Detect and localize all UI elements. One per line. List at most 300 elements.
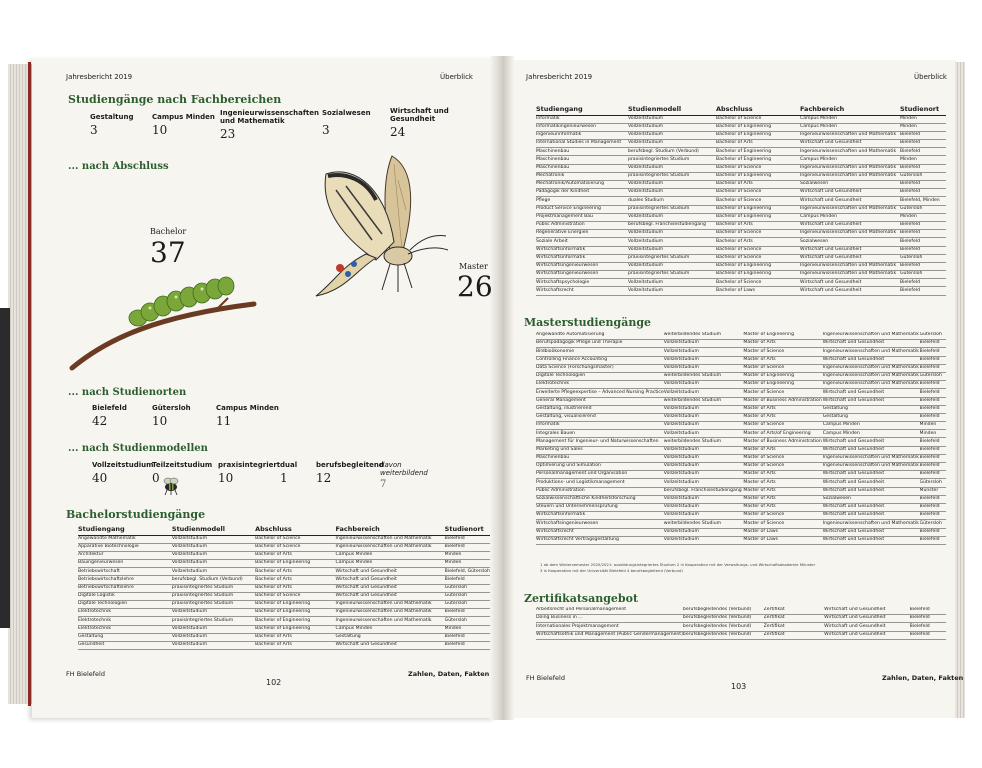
table-cell: Wirtschaftsingenieurwesen — [536, 520, 664, 528]
table-cell: Wirtschaft und Gesundheit — [823, 446, 920, 454]
col-header-studiengang: Studiengang — [536, 106, 628, 115]
table-cell: Vollzeitstudium — [664, 413, 744, 421]
table-cell: Minden — [900, 123, 946, 131]
table-cell: Maschinenbau — [536, 156, 628, 164]
table-cell: Bachelor of Science — [716, 164, 800, 172]
table-cell: Master of Engineering — [743, 332, 822, 340]
col-header-fachbereich: Fachbereich — [335, 526, 444, 535]
table-row — [536, 520, 946, 528]
table-cell: weiterbildendes Studium — [664, 332, 744, 340]
table-cell: Vollzeitstudium — [628, 164, 716, 172]
table-cell: Informatikingenieurwesen — [536, 123, 628, 131]
table-cell: Wirtschaft und Gesundheit — [335, 576, 444, 584]
table-cell: Vollzeitstudium — [172, 625, 255, 633]
table-cell: Vollzeitstudium — [664, 356, 744, 364]
master-table — [536, 332, 946, 545]
table-cell: Wirtschaft und Gesundheit — [823, 528, 920, 536]
table-cell: praxisintegriertes Studium — [628, 205, 716, 213]
table-row — [536, 213, 946, 221]
bee-icon — [160, 476, 182, 496]
table-cell: Wirtschaft und Gesundheit — [800, 254, 900, 262]
table-cell: Bielefeld — [920, 340, 946, 348]
table-cell: Ingenieurwissenschaften und Mathematik — [800, 148, 900, 156]
table-cell: Bielefeld — [920, 503, 946, 511]
table-cell: Vollzeitstudium — [172, 560, 255, 568]
right-header-section: Überblick — [914, 73, 947, 81]
master-label: Master — [459, 262, 488, 271]
table-cell: Wirtschaft und Gesundheit — [823, 512, 920, 520]
book-page-edges-right — [955, 62, 965, 718]
table-cell: berufsbegleitendes (Verbund) — [683, 615, 764, 623]
table-cell: Personalmanagement und Organisation — [536, 471, 664, 479]
table-cell: praxisintegriertes Studium — [628, 172, 716, 180]
table-cell: Bachelor of Science — [716, 246, 800, 254]
table-row — [536, 181, 946, 189]
table-cell: Bielefeld, Gütersloh — [445, 568, 490, 576]
table-cell: Bielefeld — [920, 413, 946, 421]
table-row — [536, 148, 946, 156]
table-cell: Wirtschaft und Gesundheit — [823, 438, 920, 446]
table-cell: Vollzeitstudium — [172, 535, 255, 543]
table-cell: Ingenieurwissenschaften und Mathematik — [823, 454, 920, 462]
table-row — [78, 617, 490, 625]
table-cell: Bachelor of Engineering — [255, 609, 335, 617]
table-cell: Bachelor of Engineering — [716, 172, 800, 180]
table-cell: Bielefeld — [910, 623, 946, 631]
table-row — [536, 230, 946, 238]
table-cell: Master of Science — [743, 463, 822, 471]
table-row — [536, 254, 946, 262]
table-cell: Betriebswirtschaftslehre — [78, 584, 172, 592]
table-row — [536, 205, 946, 213]
table-cell: Wirtschaft und Gesundheit — [823, 503, 920, 511]
table-cell: Bielefeld — [445, 535, 490, 543]
stat-campus-minden: Campus Minden 10 — [152, 113, 215, 137]
table-cell: Bielefeld — [900, 140, 946, 148]
table-cell: Wirtschaft und Gesundheit — [335, 584, 444, 592]
table-row — [536, 340, 946, 348]
table-cell: Vollzeitstudium — [664, 430, 744, 438]
table-row — [78, 592, 490, 600]
table-cell: Wirtschaftspsychologie — [536, 279, 628, 287]
table-cell: Informatik — [536, 115, 628, 123]
table-row — [536, 463, 946, 471]
table-cell: Vollzeitstudium — [628, 123, 716, 131]
table-cell: Campus Minden — [800, 156, 900, 164]
table-cell: Gütersloh — [445, 617, 490, 625]
bachelor-label: Bachelor — [150, 227, 187, 236]
table-cell: Bachelor of Engineering — [716, 262, 800, 270]
table-cell: Public Administration — [536, 487, 664, 495]
table-cell: Bielefeld — [900, 262, 946, 270]
table-cell: Master of Arts — [743, 495, 822, 503]
table-cell: Bielefeld — [445, 641, 490, 649]
table-cell: Optimierung und Simulation — [536, 463, 664, 471]
right-footer-section: Zahlen, Daten, Fakten — [882, 674, 964, 682]
stat-ingenieurwissenschaften: Ingenieurwissenschaften und Mathematik 23 — [220, 109, 319, 141]
table-cell: Bielefeld — [910, 615, 946, 623]
table-cell: Gütersloh — [900, 254, 946, 262]
table-cell: Campus Minden — [800, 213, 900, 221]
table-row — [536, 271, 946, 279]
table-cell: Pädagogik der Kindheit — [536, 189, 628, 197]
table-cell: Master of Science — [743, 364, 822, 372]
table-cell: Ingenieurwissenschaften und Mathematik — [800, 205, 900, 213]
table-row — [78, 633, 490, 641]
table-row — [536, 487, 946, 495]
table-cell: Doing Business in ... — [536, 615, 683, 623]
table-row — [536, 413, 946, 421]
table-cell: Berufspädagogik Pflege und Therapie — [536, 340, 664, 348]
table-cell: Bielefeld — [920, 446, 946, 454]
table-cell: Bielefeld — [920, 397, 946, 405]
right-page-number: 103 — [731, 682, 747, 691]
table-cell: Ingenieurwissenschaften und Mathematik — [335, 609, 444, 617]
left-header-section: Überblick — [440, 73, 473, 81]
col-header-abschluss: Abschluss — [716, 106, 800, 115]
table-cell: Master of Arts — [743, 487, 822, 495]
table-cell: Bielefeld — [900, 221, 946, 229]
table-row — [536, 131, 946, 139]
table-cell: Betriebswirtschaft — [78, 568, 172, 576]
col-header-studienort: Studienort — [900, 106, 946, 115]
stat-dual: dual 1 — [280, 461, 298, 485]
table-row — [536, 405, 946, 413]
table-cell: Bachelor of Laws — [716, 287, 800, 295]
table-cell: Vollzeitstudium — [628, 230, 716, 238]
table-row — [536, 495, 946, 503]
table-cell: Arbeitsrecht und Personalmanagement — [536, 607, 683, 615]
table-cell: Minden — [920, 430, 946, 438]
table-cell: Ingenieurinformatik — [536, 131, 628, 139]
table-cell: Informatik — [536, 422, 664, 430]
table-cell: Bachelor of Science — [255, 543, 335, 551]
table-cell: weiterbildendes Studium — [664, 438, 744, 446]
table-cell: Wirtschaftsingenieurwesen — [536, 271, 628, 279]
table-cell: Product Service Engineering — [536, 205, 628, 213]
table-cell: Wirtschaft und Gesundheit — [823, 536, 920, 544]
table-cell: Wirtschaftsrecht — [536, 528, 664, 536]
fachbereiche-title: Studiengänge nach Fachbereichen — [68, 93, 282, 106]
table-cell: Ingenieurwissenschaften und Mathematik — [823, 348, 920, 356]
table-cell: Elektrotechnik — [536, 381, 664, 389]
table-row — [536, 397, 946, 405]
table-row — [78, 576, 490, 584]
table-cell: Gestaltung — [335, 633, 444, 641]
red-page-edge — [28, 62, 31, 706]
table-cell: praxisintegriertes Studium — [628, 156, 716, 164]
table-cell: Gütersloh — [445, 592, 490, 600]
table-cell: Ingenieurwissenschaften und Mathematik — [823, 381, 920, 389]
table-cell: Wirtschaft und Gesundheit — [800, 246, 900, 254]
table-cell: praxisintegriertes Studium — [172, 617, 255, 625]
table-row — [536, 246, 946, 254]
table-cell: Architektur — [78, 551, 172, 559]
table-cell: Bielefeld — [445, 576, 490, 584]
table-cell: Vollzeitstudium — [664, 528, 744, 536]
table-cell: General Management — [536, 397, 664, 405]
table-cell: Apparative Biotechnologie — [78, 543, 172, 551]
table-cell: Vollzeitstudium — [628, 287, 716, 295]
table-cell: Bielefeld — [910, 607, 946, 615]
table-cell: Wirtschaftsinformatik — [536, 246, 628, 254]
table-row — [536, 389, 946, 397]
table-cell: Bachelor of Engineering — [716, 213, 800, 221]
stat-guetersloh: Gütersloh 10 — [152, 404, 191, 428]
table-cell: Master of Science — [743, 520, 822, 528]
table-row — [536, 615, 946, 623]
table-cell: Vollzeitstudium — [628, 115, 716, 123]
table-cell: Public Administration — [536, 221, 628, 229]
table-cell: Wirtschaft und Gesundheit — [800, 140, 900, 148]
table-cell: Wirtschaft und Gesundheit — [823, 487, 920, 495]
col-header-studienort: Studienort — [445, 526, 490, 535]
table-cell: praxisintegriertes Studium — [172, 601, 255, 609]
table-cell: Bachelor of Engineering — [255, 617, 335, 625]
table-cell: Vollzeitstudium — [172, 609, 255, 617]
book-cover-edge — [0, 308, 10, 628]
table-cell: weiterbildendes Studium — [664, 372, 744, 380]
table-cell: Betriebswirtschaftslehre — [78, 576, 172, 584]
table-cell: Vollzeitstudium — [172, 568, 255, 576]
table-cell: Vollzeitstudium — [628, 213, 716, 221]
table-cell: Bielefeld — [920, 528, 946, 536]
table-cell: Bachelor of Engineering — [255, 625, 335, 633]
table-cell: Vollzeitstudium — [172, 641, 255, 649]
table-cell: Wirtschaft und Gesundheit — [800, 221, 900, 229]
table-row — [536, 471, 946, 479]
table-cell: Wirtschaft und Gesundheit — [824, 607, 910, 615]
master-value: 26 — [457, 270, 493, 303]
table-cell: Data Science (Forschungsmaster) — [536, 364, 664, 372]
table-cell: Regenerative Energien — [536, 230, 628, 238]
table-cell: Erweiterte Pflegeexpertise – Advanced Nursing Practice — [536, 389, 664, 397]
table-row — [536, 332, 946, 340]
table-row — [536, 631, 946, 639]
table-cell: Minden — [445, 551, 490, 559]
table-cell: Wirtschaft und Gesundheit — [800, 189, 900, 197]
table-cell: Master of Arts — [743, 356, 822, 364]
table-cell: Master of Engineering — [743, 372, 822, 380]
table-cell: Bauingenieurwesen — [78, 560, 172, 568]
table-cell: Wirtschaftsinformatik — [536, 512, 664, 520]
table-cell: praxisintegriertes Studium — [172, 584, 255, 592]
table-cell: Minden — [900, 115, 946, 123]
table-cell: Bielefeld — [920, 512, 946, 520]
zertifikat-title: Zertifikatsangebot — [524, 592, 639, 605]
table-cell: Bachelor of Arts — [255, 551, 335, 559]
table-row — [536, 503, 946, 511]
table-row — [536, 528, 946, 536]
stat-weiterbildend: davon weiterbildend 7 — [380, 461, 428, 490]
table-cell: Bielefeld — [920, 536, 946, 544]
table-cell: berufsbegl. Franchisestudiengang — [628, 221, 716, 229]
table-cell: Ingenieurwissenschaften und Mathematik — [800, 262, 900, 270]
table-cell: Bielefeld — [900, 164, 946, 172]
table-cell: Vollzeitstudium — [664, 471, 744, 479]
table-cell: Zertifikat — [764, 623, 824, 631]
table-cell: Vollzeitstudium — [628, 131, 716, 139]
table-row — [78, 535, 490, 543]
table-cell: Wirtschaft und Gesundheit — [823, 340, 920, 348]
table-row — [536, 164, 946, 172]
table-cell: Bielefeld — [900, 131, 946, 139]
table-row — [536, 140, 946, 148]
table-cell: Bielefeld — [445, 633, 490, 641]
table-cell: Vollzeitstudium — [664, 364, 744, 372]
table-row — [78, 551, 490, 559]
table-cell: Bachelor of Arts — [255, 633, 335, 641]
table-cell: Bildbioökonomie — [536, 348, 664, 356]
table-cell: Gütersloh — [445, 584, 490, 592]
table-cell: Bielefeld — [910, 631, 946, 639]
table-row — [78, 560, 490, 568]
table-cell: Gütersloh — [900, 271, 946, 279]
table-cell: Bielefeld — [920, 348, 946, 356]
table-row — [536, 156, 946, 164]
modelle-title: ... nach Studienmodellen — [68, 443, 208, 454]
table-cell: Bielefeld — [900, 189, 946, 197]
table-cell: Campus Minden — [335, 560, 444, 568]
table-cell: Campus Minden — [800, 123, 900, 131]
table-cell: Vollzeitstudium — [628, 246, 716, 254]
table-cell: Master of Arts — [743, 471, 822, 479]
table-cell: Sozialwesen — [800, 238, 900, 246]
table-row — [536, 454, 946, 462]
book-gutter — [490, 56, 514, 720]
table-row — [78, 625, 490, 633]
table-cell: Master of Science — [743, 512, 822, 520]
table-row — [78, 641, 490, 649]
table-cell: Bachelor of Arts — [716, 221, 800, 229]
table-cell: Vollzeitstudium — [172, 551, 255, 559]
table-cell: Bachelor of Arts — [255, 641, 335, 649]
table-cell: Vollzeitstudium — [664, 512, 744, 520]
table-row — [536, 446, 946, 454]
table-cell: Zertifikat — [764, 615, 824, 623]
table-cell: Wirtschaft und Gesundheit — [824, 623, 910, 631]
orte-title: ... nach Studienorten — [68, 387, 187, 398]
table-row — [536, 172, 946, 180]
table-cell: Münster — [920, 487, 946, 495]
table-row — [536, 479, 946, 487]
table-cell: Wirtschaft und Gesundheit — [823, 389, 920, 397]
table-row — [536, 372, 946, 380]
table-cell: Angewandte Automatisierung — [536, 332, 664, 340]
table-cell: Vollzeitstudium — [664, 405, 744, 413]
table-cell: Minden — [445, 560, 490, 568]
table-cell: Sozialwesen — [800, 181, 900, 189]
table-row — [536, 221, 946, 229]
table-cell: Wirtschaft und Gesundheit — [800, 279, 900, 287]
col-header-fachbereich: Fachbereich — [800, 106, 900, 115]
table-cell: Vollzeitstudium — [664, 381, 744, 389]
table-cell: Maschinenbau — [536, 148, 628, 156]
table-row — [536, 438, 946, 446]
table-cell: Ingenieurwissenschaften und Mathematik — [335, 617, 444, 625]
table-cell: International Studies in Management — [536, 140, 628, 148]
zertifikat-table — [536, 607, 946, 640]
table-cell: Management für Ingenieur- und Naturwissenschaften — [536, 438, 664, 446]
table-row — [536, 197, 946, 205]
table-cell: Angewandte Mathematik — [78, 535, 172, 543]
table-cell: Wirtschaft und Gesundheit — [800, 197, 900, 205]
table-cell: Vollzeitstudium — [664, 479, 744, 487]
table-cell: Gütersloh — [920, 520, 946, 528]
table-cell: Vollzeitstudium — [628, 189, 716, 197]
table-cell: Bielefeld — [900, 230, 946, 238]
table-cell: Campus Minden — [335, 625, 444, 633]
table-cell: Digitale Logistik — [78, 592, 172, 600]
bachelor-table-right — [536, 106, 946, 296]
table-cell: Bielefeld — [920, 405, 946, 413]
table-cell: Vollzeitstudium — [172, 633, 255, 641]
table-cell: Bachelor of Engineering — [716, 131, 800, 139]
table-cell: Bachelor of Engineering — [716, 156, 800, 164]
table-cell: Ingenieurwissenschaften und Mathematik — [800, 271, 900, 279]
table-cell: Ingenieurwissenschaften und Mathematik — [335, 601, 444, 609]
table-cell: berufsbegleitendes (Verbund) — [683, 607, 764, 615]
table-cell: Master of Science — [743, 454, 822, 462]
table-cell: Minden — [445, 625, 490, 633]
table-row — [536, 115, 946, 123]
table-cell: praxisintegriertes Studium — [172, 592, 255, 600]
table-cell: Bielefeld — [900, 287, 946, 295]
table-cell: Bachelor of Science — [716, 279, 800, 287]
table-cell: Bielefeld, Minden — [900, 197, 946, 205]
table-cell: Master of Arts — [743, 503, 822, 511]
table-cell: Bielefeld — [920, 356, 946, 364]
stat-gestaltung: Gestaltung 3 — [90, 113, 134, 137]
table-cell: Ingenieurwissenschaften und Mathematik — [335, 535, 444, 543]
table-cell: Master of Science — [743, 389, 822, 397]
table-cell: Bachelor of Engineering — [716, 123, 800, 131]
col-header-studienmodell: Studienmodell — [628, 106, 716, 115]
table-cell: Vollzeitstudium — [628, 140, 716, 148]
table-cell: berufsbegleitendes (Verbund) — [683, 631, 764, 639]
table-cell: Elektrotechnik — [78, 609, 172, 617]
table-cell: Bielefeld — [445, 543, 490, 551]
table-cell: Ingenieurwissenschaften und Mathematik — [823, 520, 920, 528]
table-cell: Marketing und Sales — [536, 446, 664, 454]
bachelor-value: 37 — [150, 236, 186, 269]
table-cell: Wirtschaft und Gesundheit — [335, 641, 444, 649]
table-cell: Bachelor of Science — [255, 592, 335, 600]
table-cell: Gütersloh — [920, 332, 946, 340]
table-cell: Bachelor of Arts — [716, 181, 800, 189]
table-row — [536, 238, 946, 246]
table-cell: Digitale Technologien — [536, 372, 664, 380]
col-header-abschluss: Abschluss — [255, 526, 335, 535]
right-footer-title: FH Bielefeld — [526, 674, 565, 682]
table-cell: praxisintegriertes Studium — [628, 254, 716, 262]
abschluss-title: ... nach Abschluss — [68, 161, 169, 172]
table-cell: Bielefeld — [920, 495, 946, 503]
table-cell: Gestaltung, illustrierend — [536, 405, 664, 413]
table-cell: Gütersloh — [920, 479, 946, 487]
table-cell: Master of Laws — [743, 528, 822, 536]
left-footer-section: Zahlen, Daten, Fakten — [408, 670, 490, 678]
table-cell: Mechatronik — [536, 172, 628, 180]
footnote-1: 1 ab dem Wintersemester 2020/2021: ausbildungsintegriertes Studium 2 in Kooperation mit der Verwaltungs- und Wirtschaftsakademie Münster — [540, 562, 816, 567]
table-cell: Master of Business Administration — [743, 438, 822, 446]
table-cell: Vollzeitstudium — [628, 262, 716, 270]
table-row — [536, 348, 946, 356]
table-cell: Vollzeitstudium — [664, 348, 744, 356]
bachelor-table-title: Bachelorstudiengänge — [66, 508, 206, 521]
table-cell: praxisintegriertes Studium — [628, 271, 716, 279]
table-row — [536, 422, 946, 430]
